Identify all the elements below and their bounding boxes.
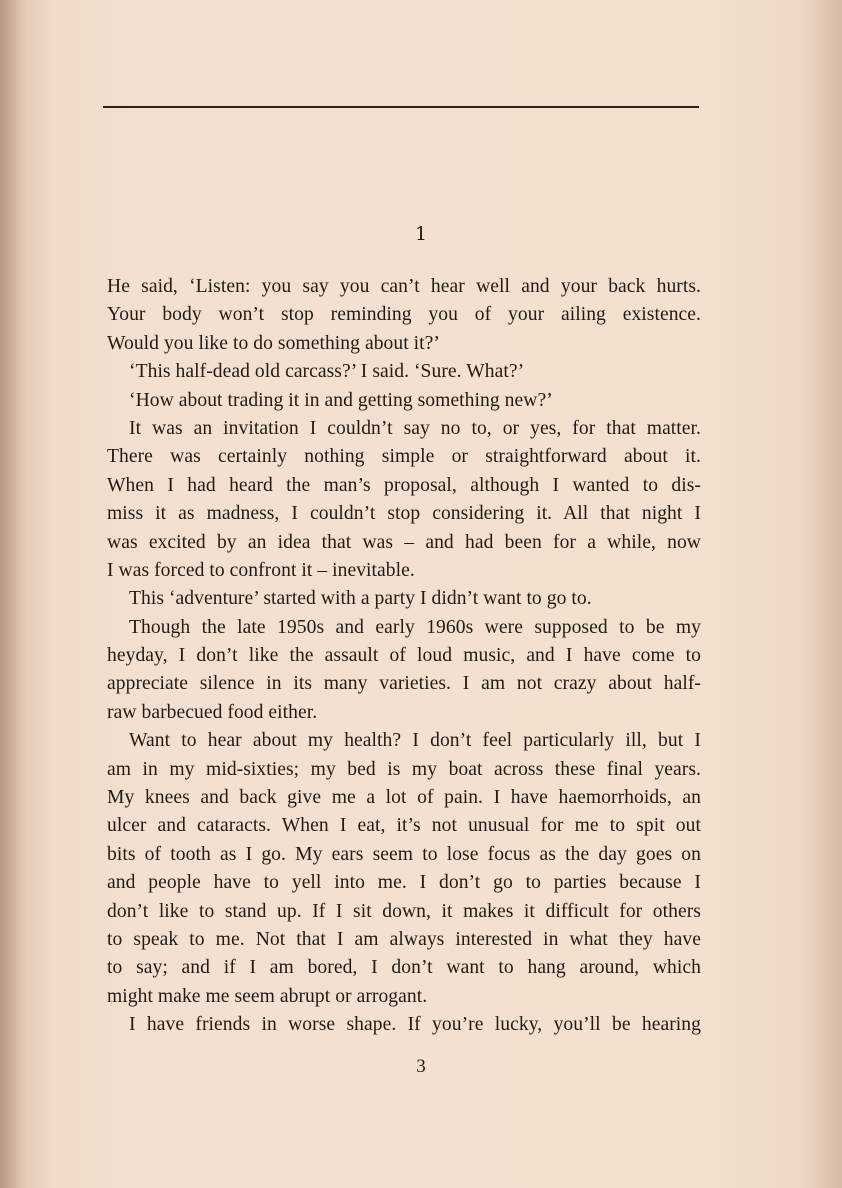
text-line: ulcer and cataracts. When I eat, it’s not unusual for me to spit out xyxy=(107,815,701,837)
text-line: heyday, I don’t like the assault of loud music, and I have come to xyxy=(107,645,701,667)
chapter-number: 1 xyxy=(414,223,428,245)
text-line: might make me seem abrupt or arrogant. xyxy=(107,985,428,1007)
text-line: My knees and back give me a lot of pain. I have haemorrhoids, an xyxy=(107,787,701,809)
text-line: was excited by an idea that was – and had been for a while, now xyxy=(107,531,701,553)
text-line: There was certainly nothing simple or straightforward about it. xyxy=(107,446,701,468)
page-number: 3 xyxy=(416,1056,426,1077)
header-rule xyxy=(103,106,699,108)
body-text xyxy=(107,273,701,1040)
text-line: and people have to yell into me. I don’t go to parties because I xyxy=(107,872,701,894)
text-line: appreciate silence in its many varieties. I am not crazy about half- xyxy=(107,673,701,695)
text-line: This ‘adventure’ started with a party I didn’t want to go to. xyxy=(129,588,592,610)
text-line: I have friends in worse shape. If you’re lucky, you’ll be hearing xyxy=(129,1014,701,1036)
text-line: Would you like to do something about it?’ xyxy=(107,332,440,354)
text-line: I was forced to confront it – inevitable. xyxy=(107,559,415,581)
text-line: ‘How about trading it in and getting something new?’ xyxy=(129,389,553,411)
text-line: It was an invitation I couldn’t say no to, or yes, for that matter. xyxy=(129,417,701,439)
text-line: raw barbecued food either. xyxy=(107,701,318,723)
text-line: don’t like to stand up. If I sit down, it makes it difficult for others xyxy=(107,900,701,922)
text-line: He said, ‘Listen: you say you can’t hear well and your back hurts. xyxy=(107,276,701,297)
text-line: to speak to me. Not that I am always interested in what they have xyxy=(107,928,701,950)
text-line: ‘This half-dead old carcass?’ I said. ‘Sure. What?’ xyxy=(129,361,525,383)
text-line: When I had heard the man’s proposal, although I wanted to dis- xyxy=(107,474,701,496)
binding-shadow xyxy=(0,0,28,1188)
text-line: am in my mid-sixties; my bed is my boat across these final years. xyxy=(107,758,701,780)
text-line: Want to hear about my health? I don’t feel particularly ill, but I xyxy=(129,730,701,752)
text-line: to say; and if I am bored, I don’t want to hang around, which xyxy=(107,957,701,979)
text-line: Your body won’t stop reminding you of your ailing existence. xyxy=(107,304,701,326)
text-line: Though the late 1950s and early 1960s were supposed to be my xyxy=(129,616,701,638)
text-line: miss it as madness, I couldn’t stop considering it. All that night I xyxy=(107,503,701,525)
text-line: bits of tooth as I go. My ears seem to lose focus as the day goes on xyxy=(107,843,701,865)
